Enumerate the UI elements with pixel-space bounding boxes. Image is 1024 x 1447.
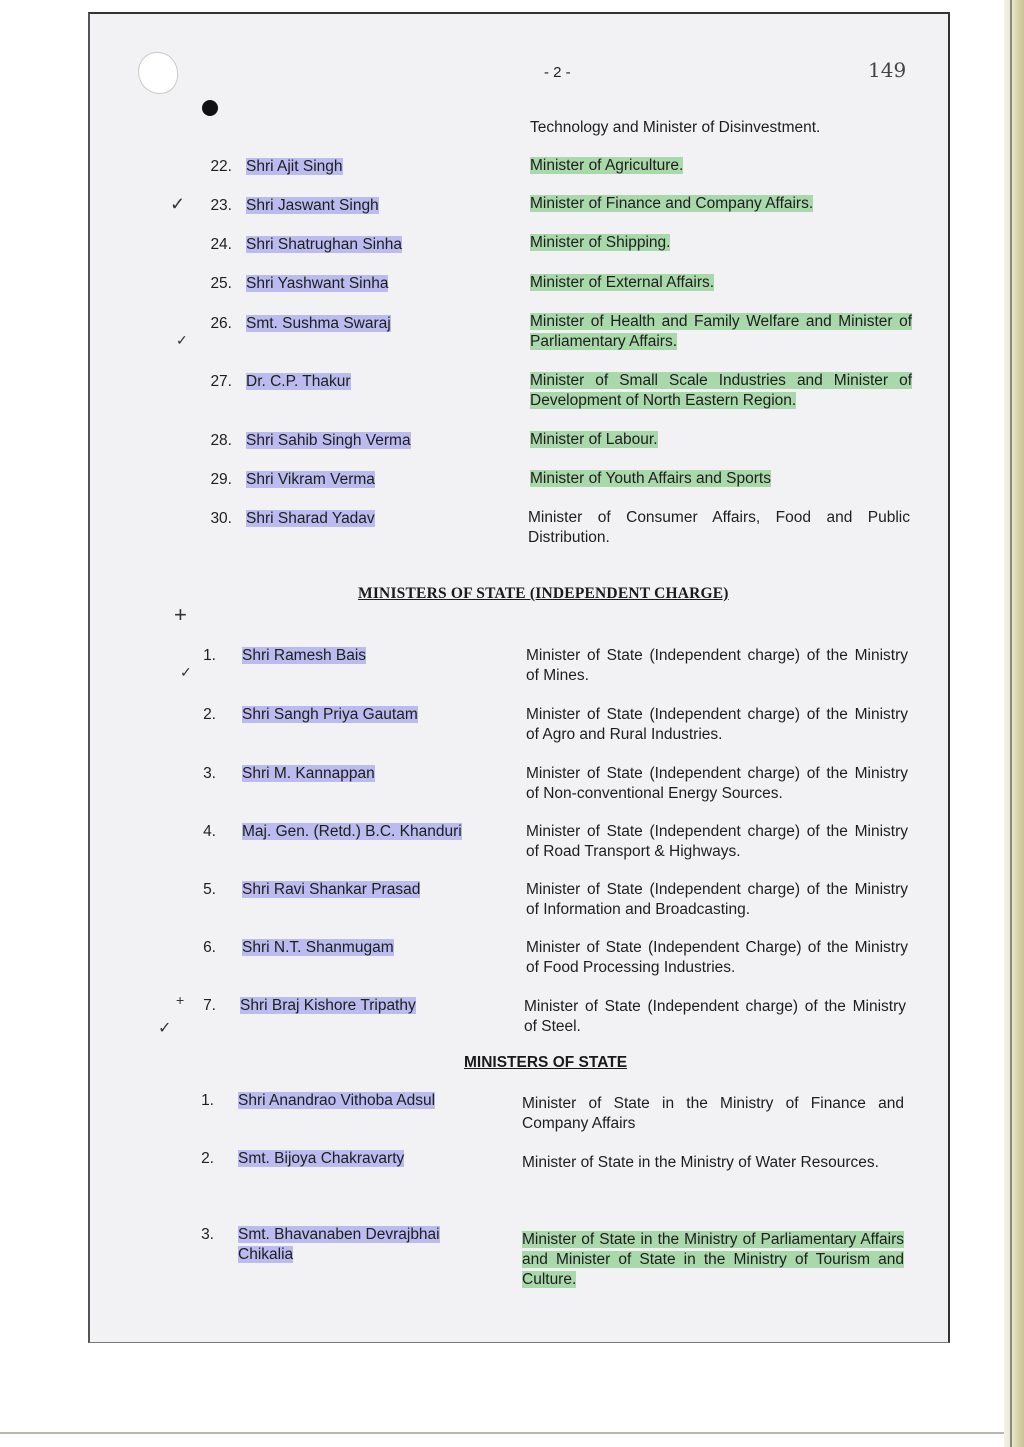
item-number: 27. — [210, 373, 232, 390]
minister-portfolio: Minister of Health and Family Welfare and Minister of Parliamentary Affairs. — [530, 313, 912, 350]
minister-name: Shri M. Kannappan — [242, 765, 375, 782]
cross-mark: + — [174, 602, 187, 627]
item-number: 25. — [210, 275, 232, 292]
minister-name: Dr. C.P. Thakur — [246, 373, 351, 390]
minister-name: Shri Shatrughan Sinha — [246, 236, 402, 253]
minister-name: Maj. Gen. (Retd.) B.C. Khanduri — [242, 823, 462, 840]
minister-name: Shri Ravi Shankar Prasad — [242, 881, 421, 898]
item-number: 5. — [203, 881, 216, 898]
minister-portfolio: Minister of External Affairs. — [530, 274, 715, 291]
section-heading-ministers-of-state: MINISTERS OF STATE — [464, 1054, 628, 1071]
item-number: 30. — [210, 510, 232, 527]
minister-portfolio: Minister of Small Scale Industries and Minister of Development of North Eastern Region. — [530, 372, 912, 409]
top-continuation-text: Technology and Minister of Disinvestment. — [530, 119, 821, 136]
smudge-mark — [138, 52, 178, 94]
item-number: 2. — [201, 1150, 214, 1167]
minister-portfolio: Minister of State in the Ministry of Finance and Company Affairs — [522, 1095, 904, 1132]
minister-name: Shri Yashwant Sinha — [246, 275, 389, 292]
minister-name: Shri Jaswant Singh — [246, 197, 379, 214]
scanner-edge-right — [1004, 0, 1024, 1447]
minister-portfolio: Minister of Shipping. — [530, 234, 671, 251]
minister-portfolio: Minister of State (Independent charge) of the Ministry of Steel. — [524, 998, 906, 1035]
scanner-edge-bottom — [0, 1432, 1004, 1434]
section-heading-independent-charge: MINISTERS OF STATE (INDEPENDENT CHARGE) — [358, 585, 729, 602]
minister-portfolio: Minister of State (Independent charge) of the Ministry of Agro and Rural Industries. — [526, 706, 908, 743]
minister-portfolio: Minister of State in the Ministry of Parliamentary Affairs and Minister of State in the Ministry of Tourism and Culture. — [522, 1231, 904, 1288]
minister-name: Shri Vikram Verma — [246, 471, 375, 488]
minister-portfolio: Minister of State (Independent charge) of the Ministry of Road Transport & Highways. — [526, 823, 908, 860]
item-number: 22. — [210, 158, 232, 175]
item-number: 4. — [203, 823, 216, 840]
minister-name: Shri Anandrao Vithoba Adsul — [238, 1092, 436, 1109]
minister-name: Shri Braj Kishore Tripathy — [240, 997, 416, 1014]
item-number: 28. — [210, 432, 232, 449]
minister-portfolio: Minister of State in the Ministry of Water Resources. — [522, 1154, 879, 1171]
punch-hole — [202, 100, 218, 116]
tick-mark: ✓ — [158, 1020, 172, 1037]
item-number: 1. — [203, 647, 216, 664]
item-number: 7. — [203, 997, 216, 1014]
minister-name: Smt. Bijoya Chakravarty — [238, 1150, 405, 1167]
item-number: 26. — [210, 315, 232, 332]
minister-name: Shri Ajit Singh — [246, 158, 343, 175]
minister-portfolio: Minister of State (Independent charge) of the Ministry of Non-conventional Energy Sources. — [526, 765, 908, 802]
minister-portfolio: Minister of Labour. — [530, 431, 658, 448]
minister-portfolio: Minister of Finance and Company Affairs. — [530, 195, 814, 212]
minister-name: Shri Ramesh Bais — [242, 647, 367, 664]
minister-name: Shri N.T. Shanmugam — [242, 939, 394, 956]
minister-name: Smt. Bhavanaben Devrajbhai Chikalia — [238, 1226, 440, 1263]
document-page — [88, 12, 950, 1343]
page-number: - 2 - — [544, 64, 571, 81]
item-number: 3. — [203, 765, 216, 782]
item-number: 2. — [203, 706, 216, 723]
item-number: 1. — [201, 1092, 214, 1109]
item-number: 6. — [203, 939, 216, 956]
handwritten-page-number: 149 — [868, 58, 907, 82]
tick-mark: ✓ — [170, 194, 186, 214]
minister-portfolio: Minister of Consumer Affairs, Food and Public Distribution. — [528, 509, 910, 546]
item-number: 29. — [210, 471, 232, 488]
minister-name: Shri Sangh Priya Gautam — [242, 706, 418, 723]
minister-portfolio: Minister of State (Independent charge) of the Ministry of Information and Broadcasting. — [526, 881, 908, 918]
cross-mark: + — [176, 992, 185, 1008]
minister-portfolio: Minister of State (Independent Charge) of the Ministry of Food Processing Industries. — [526, 939, 908, 976]
tick-mark: ✓ — [180, 664, 192, 680]
minister-portfolio: Minister of State (Independent charge) of the Ministry of Mines. — [526, 647, 908, 684]
minister-portfolio: Minister of Agriculture. — [530, 157, 684, 174]
minister-name: Shri Sahib Singh Verma — [246, 432, 411, 449]
minister-name: Shri Sharad Yadav — [246, 510, 375, 527]
minister-portfolio: Minister of Youth Affairs and Sports — [530, 470, 771, 487]
tick-mark: ✓ — [176, 332, 188, 348]
minister-name: Smt. Sushma Swaraj — [246, 315, 391, 332]
item-number: 3. — [201, 1226, 214, 1243]
item-number: 23. — [210, 197, 232, 214]
item-number: 24. — [210, 236, 232, 253]
